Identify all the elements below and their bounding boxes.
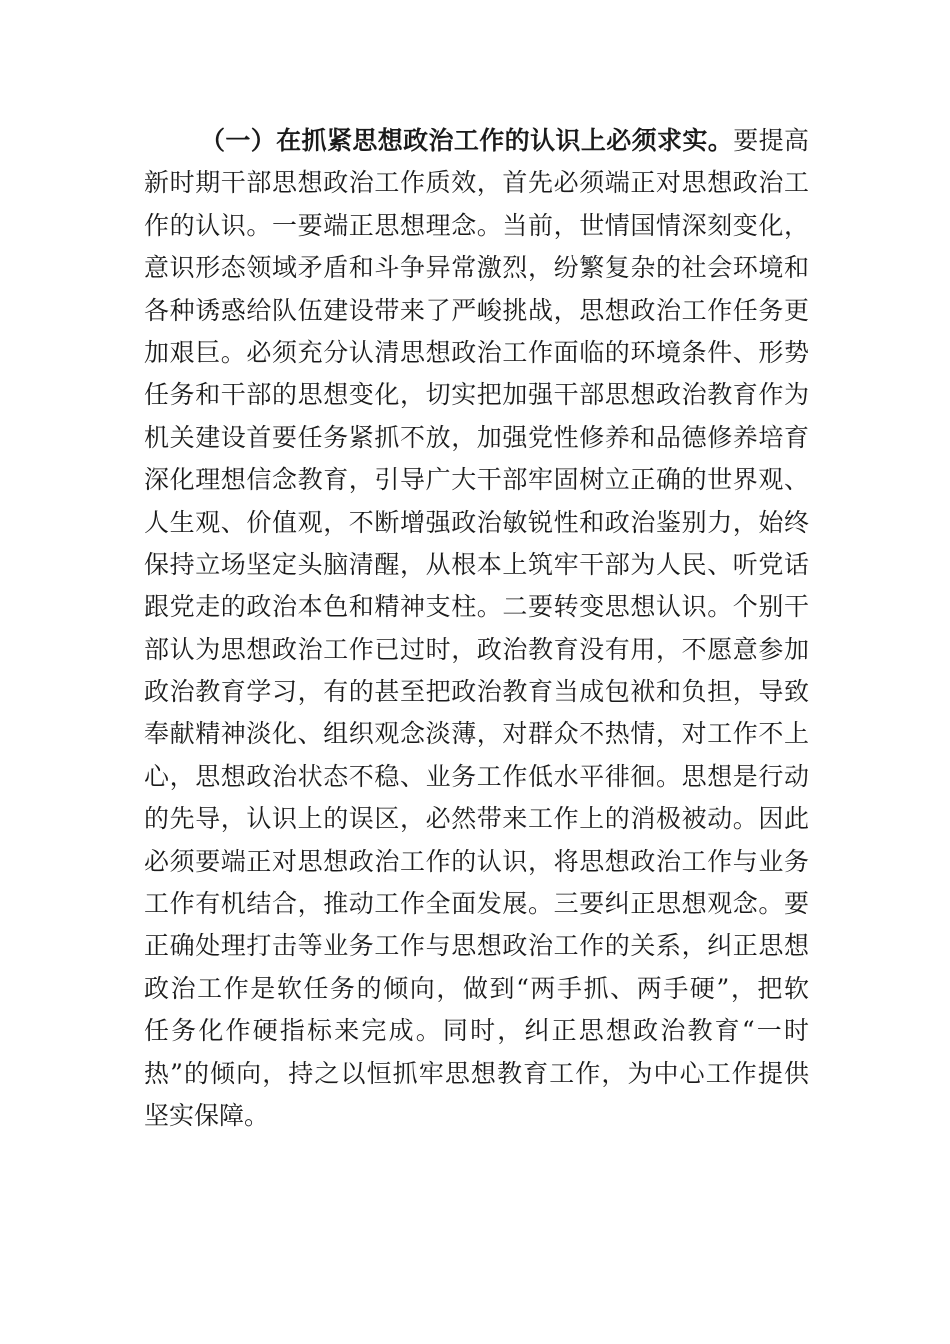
- text-line: 奉献精神淡化、组织观念淡薄，对群众不热情，对工作不上: [144, 719, 809, 749]
- text-line: 意识形态领域矛盾和斗争异常激烈，纷繁复杂的社会环境和: [144, 253, 809, 283]
- text-line: 保持立场坚定头脑清醒，从根本上筑牢干部为人民、听党话: [144, 549, 809, 579]
- section-heading-lead: （一）在抓紧思想政治工作的认识上必须求实。: [200, 126, 734, 155]
- text-line: 热”的倾向，持之以恒抓牢思想教育工作，为中心工作提供: [144, 1058, 809, 1088]
- text-line: 部认为思想政治工作已过时，政治教育没有用，不愿意参加: [144, 634, 809, 664]
- text-line: 人生观、价值观，不断增强政治敏锐性和政治鉴别力，始终: [144, 507, 809, 537]
- text-line: 心，思想政治状态不稳、业务工作低水平徘徊。思想是行动: [144, 761, 809, 791]
- text-line: 机关建设首要任务紧抓不放，加强党性修养和品德修养培育: [144, 422, 809, 452]
- body-paragraph: [144, 120, 809, 1137]
- text-line: 的先导，认识上的误区，必然带来工作上的消极被动。因此: [144, 804, 809, 834]
- text-line: 任务和干部的思想变化，切实把加强干部思想政治教育作为: [144, 380, 809, 410]
- text-line: 工作有机结合，推动工作全面发展。三要纠正思想观念。要: [144, 889, 809, 919]
- text-line: 坚实保障。: [144, 1100, 270, 1130]
- text-line: 各种诱惑给队伍建设带来了严峻挑战，思想政治工作任务更: [144, 295, 809, 325]
- text-line: 正确处理打击等业务工作与思想政治工作的关系，纠正思想: [144, 931, 809, 961]
- text-line: 作的认识。一要端正思想理念。当前，世情国情深刻变化，: [144, 210, 809, 240]
- text-line: 政治教育学习，有的甚至把政治教育当成包袱和负担，导致: [144, 677, 809, 707]
- text-line: 必须要端正对思想政治工作的认识，将思想政治工作与业务: [144, 846, 809, 876]
- paragraph-first-line: [144, 120, 809, 162]
- text-line: 加艰巨。必须充分认清思想政治工作面临的环境条件、形势: [144, 337, 809, 367]
- text-line: 新时期干部思想政治工作质效，首先必须端正对思想政治工: [144, 168, 809, 198]
- text-line: 政治工作是软任务的倾向，做到“两手抓、两手硬”，把软: [144, 973, 809, 1003]
- text-line: 要提高: [733, 126, 809, 155]
- text-line: 任务化作硬指标来完成。同时，纠正思想政治教育“一时: [144, 1016, 809, 1046]
- text-line: 跟党走的政治本色和精神支柱。二要转变思想认识。个别干: [144, 592, 809, 622]
- text-line: 深化理想信念教育，引导广大干部牢固树立正确的世界观、: [144, 465, 809, 495]
